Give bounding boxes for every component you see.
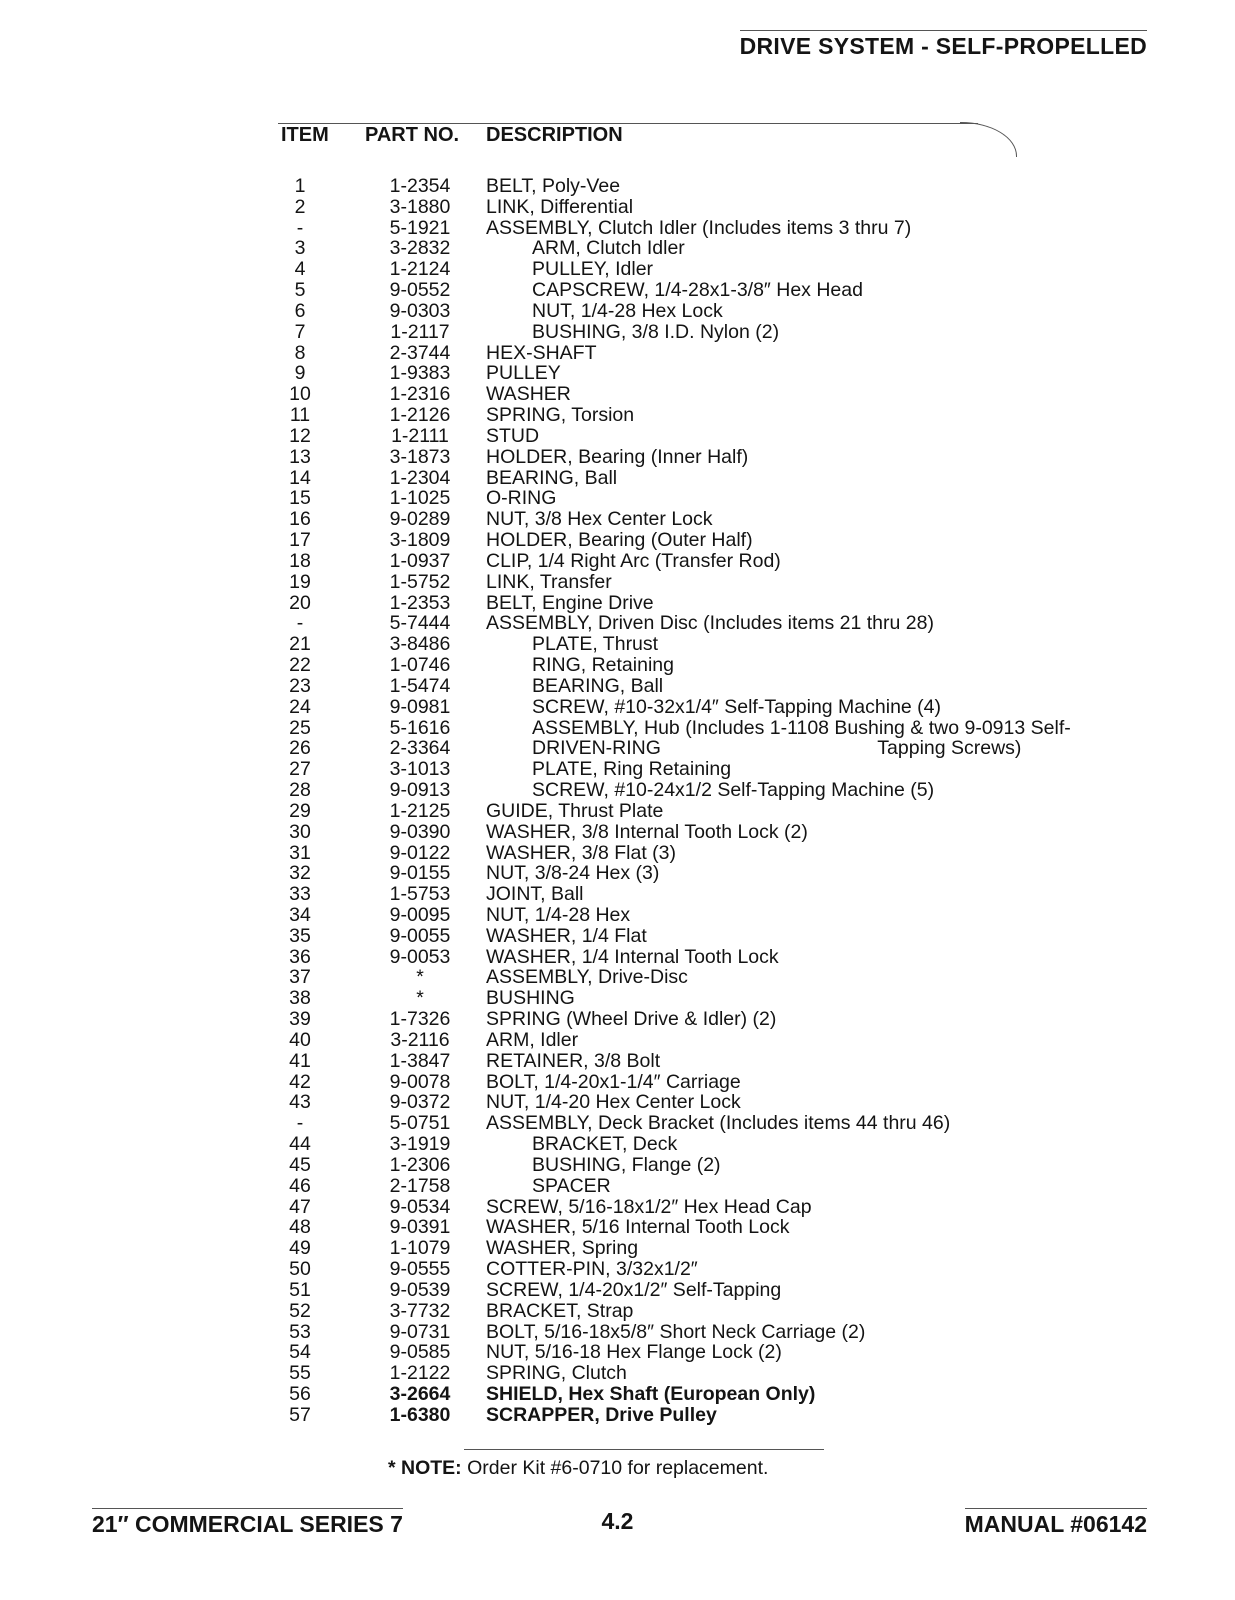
table-row bbox=[0, 1197, 1235, 1218]
row-part-number: 1-2126 bbox=[389, 404, 451, 427]
row-part-number: 3-2116 bbox=[390, 1028, 450, 1051]
row-item-number: 1 bbox=[294, 175, 306, 197]
row-part-number: 9-0053 bbox=[389, 945, 451, 968]
column-header-part-no: PART NO. bbox=[365, 124, 460, 146]
table-row bbox=[0, 634, 1235, 655]
row-description: WASHER, 3/8 Internal Tooth Lock (2) bbox=[486, 820, 808, 843]
row-description: O-RING bbox=[486, 487, 557, 510]
row-description: SCREW, #10-24x1/2 Self-Tapping Machine (5) bbox=[532, 779, 935, 802]
row-description: BEARING, Ball bbox=[532, 674, 664, 697]
row-part-number: 1-5752 bbox=[389, 570, 451, 593]
table-row bbox=[0, 259, 1235, 280]
row-part-number: 3-1809 bbox=[389, 529, 451, 552]
table-row bbox=[0, 447, 1235, 468]
row-item-number: 6 bbox=[294, 299, 306, 322]
row-description: BUSHING, Flange (2) bbox=[532, 1153, 721, 1176]
row-part-number: 9-0078 bbox=[389, 1070, 451, 1093]
row-item-number: 3 bbox=[294, 237, 306, 260]
table-row bbox=[0, 988, 1235, 1009]
row-part-number: * bbox=[416, 966, 424, 989]
row-item-number: 22 bbox=[289, 654, 311, 677]
row-item-number: 17 bbox=[289, 529, 311, 552]
table-row bbox=[0, 1259, 1235, 1280]
row-description: BUSHING bbox=[486, 987, 575, 1010]
row-description: RETAINER, 3/8 Bolt bbox=[486, 1049, 661, 1072]
row-part-number: 5-7444 bbox=[389, 612, 451, 635]
row-description: BRACKET, Deck bbox=[532, 1133, 678, 1156]
table-row bbox=[0, 1092, 1235, 1113]
row-item-number: 14 bbox=[289, 466, 311, 489]
table-row bbox=[0, 384, 1235, 405]
row-item-number: 16 bbox=[289, 508, 311, 531]
row-part-number: 1-6380 bbox=[389, 1403, 451, 1426]
row-item-number: 35 bbox=[289, 924, 311, 947]
table-row bbox=[0, 1384, 1235, 1405]
table-row bbox=[0, 1342, 1235, 1363]
row-item-number: 15 bbox=[289, 487, 311, 510]
row-description: HEX-SHAFT bbox=[486, 341, 597, 364]
row-description: ARM, Clutch Idler bbox=[532, 237, 685, 260]
row-description: CAPSCREW, 1/4-28x1-3/8″ Hex Head bbox=[532, 279, 863, 302]
table-row bbox=[0, 343, 1235, 364]
row-description: BELT, Poly-Vee bbox=[486, 175, 621, 197]
table-row bbox=[0, 238, 1235, 259]
row-item-number: 9 bbox=[294, 362, 306, 385]
row-description: BUSHING, 3/8 I.D. Nylon (2) bbox=[532, 320, 780, 343]
row-item-number: 27 bbox=[289, 758, 311, 781]
column-header-description: DESCRIPTION bbox=[486, 124, 623, 146]
table-row bbox=[0, 1217, 1235, 1238]
row-item-number: 28 bbox=[289, 779, 311, 802]
table-row bbox=[0, 1405, 1235, 1426]
table-row bbox=[0, 1051, 1235, 1072]
row-part-number: 9-0372 bbox=[389, 1091, 451, 1114]
table-row bbox=[0, 593, 1235, 614]
table-row bbox=[0, 176, 1235, 197]
row-part-number: 1-2111 bbox=[391, 424, 449, 447]
row-item-number: 5 bbox=[294, 279, 306, 302]
row-part-number: 1-2117 bbox=[390, 320, 450, 343]
row-part-number: 9-0122 bbox=[389, 841, 451, 864]
row-item-number: 24 bbox=[289, 695, 311, 718]
table-row bbox=[0, 759, 1235, 780]
table-row bbox=[0, 468, 1235, 489]
row-part-number: 1-7326 bbox=[389, 1008, 451, 1031]
note-rule bbox=[464, 1449, 824, 1450]
row-part-number: 1-3847 bbox=[389, 1049, 451, 1072]
row-part-number: 9-0390 bbox=[389, 820, 451, 843]
footnote-asterisk: * bbox=[388, 1457, 396, 1479]
footer-series: 21″ COMMERCIAL SERIES 7 bbox=[92, 1508, 403, 1538]
row-description: LINK, Differential bbox=[486, 195, 634, 218]
table-row bbox=[0, 967, 1235, 988]
table-row bbox=[0, 676, 1235, 697]
row-part-number: 1-5474 bbox=[389, 674, 451, 697]
row-item-number: 41 bbox=[289, 1049, 311, 1072]
row-part-number: 3-2664 bbox=[389, 1383, 451, 1406]
row-description: ASSEMBLY, Driven Disc (Includes items 21 thru 28) bbox=[486, 612, 934, 635]
table-row bbox=[0, 301, 1235, 322]
row-part-number: 9-0913 bbox=[389, 779, 451, 802]
row-item-number: 44 bbox=[289, 1133, 311, 1156]
row-item-number: 13 bbox=[289, 445, 311, 468]
table-row bbox=[0, 509, 1235, 530]
table-row bbox=[0, 572, 1235, 593]
row-item-number: 45 bbox=[289, 1153, 311, 1176]
row-description: RING, Retaining bbox=[532, 654, 674, 677]
row-description: SPACER bbox=[532, 1174, 611, 1197]
table-row bbox=[0, 1301, 1235, 1322]
row-description: PLATE, Ring Retaining bbox=[532, 758, 732, 781]
row-item-number: 8 bbox=[294, 341, 306, 364]
table-row bbox=[0, 863, 1235, 884]
row-description: WASHER, 5/16 Internal Tooth Lock bbox=[486, 1216, 790, 1239]
row-description: LINK, Transfer bbox=[486, 570, 612, 593]
row-part-number: 1-2304 bbox=[389, 466, 451, 489]
row-part-number: 1-2125 bbox=[389, 799, 451, 822]
row-part-number: 9-0534 bbox=[389, 1195, 451, 1218]
row-item-number: 21 bbox=[289, 633, 311, 656]
table-row bbox=[0, 822, 1235, 843]
row-part-number: 1-2316 bbox=[389, 383, 451, 406]
row-part-number: * bbox=[416, 987, 424, 1010]
table-header bbox=[0, 124, 1235, 152]
page-title: DRIVE SYSTEM - SELF-PROPELLED bbox=[740, 30, 1147, 60]
row-description: SPRING (Wheel Drive & Idler) (2) bbox=[486, 1008, 777, 1031]
row-part-number: 1-2124 bbox=[389, 258, 451, 281]
row-description: BOLT, 1/4-20x1-1/4″ Carriage bbox=[486, 1070, 741, 1093]
table-row bbox=[0, 738, 1235, 759]
table-row bbox=[0, 1113, 1235, 1134]
row-part-number: 1-2353 bbox=[389, 591, 451, 614]
row-item-number: 18 bbox=[289, 549, 311, 572]
row-item-number: 29 bbox=[289, 799, 311, 822]
table-row bbox=[0, 780, 1235, 801]
row-item-number: 52 bbox=[289, 1299, 311, 1322]
row-item-number: - bbox=[296, 1112, 304, 1135]
row-part-number: 9-0585 bbox=[389, 1341, 451, 1364]
row-description: SHIELD, Hex Shaft (European Only) bbox=[486, 1383, 816, 1406]
table-row bbox=[0, 1363, 1235, 1384]
row-item-number: 12 bbox=[289, 424, 311, 447]
row-item-number: 19 bbox=[289, 570, 311, 593]
row-part-number: 3-1873 bbox=[389, 445, 451, 468]
table-row bbox=[0, 363, 1235, 384]
row-part-number: 9-0289 bbox=[389, 508, 451, 531]
footnote-label: NOTE: bbox=[401, 1457, 462, 1479]
row-item-number: 49 bbox=[289, 1237, 311, 1260]
row-part-number: 1-0746 bbox=[389, 654, 451, 677]
row-part-number: 1-0937 bbox=[389, 549, 451, 572]
row-item-number: 46 bbox=[289, 1174, 311, 1197]
table-row bbox=[0, 1030, 1235, 1051]
row-item-number: 43 bbox=[289, 1091, 311, 1114]
row-item-number: 55 bbox=[289, 1362, 311, 1385]
row-description: NUT, 3/8 Hex Center Lock bbox=[486, 508, 713, 531]
row-item-number: 10 bbox=[289, 383, 311, 406]
row-item-number: 11 bbox=[289, 404, 311, 427]
row-description: DRIVEN-RING Tapping Screws) bbox=[532, 737, 1022, 760]
row-part-number: 3-2832 bbox=[389, 237, 451, 260]
row-item-number: 50 bbox=[289, 1258, 311, 1281]
row-item-number: 36 bbox=[289, 945, 311, 968]
row-item-number: 7 bbox=[294, 320, 306, 343]
table-row bbox=[0, 197, 1235, 218]
table-row bbox=[0, 280, 1235, 301]
parts-table bbox=[0, 176, 1235, 1426]
row-description: CLIP, 1/4 Right Arc (Transfer Rod) bbox=[486, 549, 781, 572]
row-item-number: 2 bbox=[294, 195, 306, 218]
row-part-number: 1-9383 bbox=[389, 362, 451, 385]
table-row bbox=[0, 488, 1235, 509]
row-item-number: 23 bbox=[289, 674, 311, 697]
row-item-number: 33 bbox=[289, 883, 311, 906]
row-part-number: 3-8486 bbox=[389, 633, 451, 656]
row-item-number: - bbox=[296, 612, 304, 635]
row-part-number: 3-7732 bbox=[389, 1299, 451, 1322]
row-item-number: 32 bbox=[289, 862, 311, 885]
table-row bbox=[0, 905, 1235, 926]
row-part-number: 5-1921 bbox=[389, 216, 451, 239]
row-description: ARM, Idler bbox=[486, 1028, 579, 1051]
row-description: BOLT, 5/16-18x5/8″ Short Neck Carriage (2) bbox=[486, 1320, 866, 1343]
table-row bbox=[0, 1134, 1235, 1155]
row-item-number: 40 bbox=[289, 1028, 311, 1051]
row-item-number: 47 bbox=[289, 1195, 311, 1218]
row-description: SPRING, Torsion bbox=[486, 404, 635, 427]
row-description: WASHER bbox=[486, 383, 571, 406]
table-row bbox=[0, 1280, 1235, 1301]
table-row bbox=[0, 801, 1235, 822]
row-description: NUT, 1/4-20 Hex Center Lock bbox=[486, 1091, 741, 1114]
row-description: WASHER, 1/4 Flat bbox=[486, 924, 647, 947]
table-row bbox=[0, 1238, 1235, 1259]
row-description: ASSEMBLY, Clutch Idler (Includes items 3 thru 7) bbox=[486, 216, 912, 239]
row-item-number: 4 bbox=[294, 258, 306, 281]
row-item-number: 30 bbox=[289, 820, 311, 843]
row-description: ASSEMBLY, Hub (Includes 1-1108 Bushing & two 9-0913 Self- bbox=[532, 716, 1071, 739]
row-description: BRACKET, Strap bbox=[486, 1299, 634, 1322]
row-part-number: 9-0095 bbox=[389, 903, 451, 926]
row-part-number: 9-0981 bbox=[389, 695, 451, 718]
row-description: SCREW, 5/16-18x1/2″ Hex Head Cap bbox=[486, 1195, 812, 1218]
row-part-number: 9-0155 bbox=[389, 862, 451, 885]
table-row bbox=[0, 697, 1235, 718]
row-item-number: 31 bbox=[289, 841, 311, 864]
row-description: HOLDER, Bearing (Outer Half) bbox=[486, 529, 753, 552]
footnote-text: Order Kit #6-0710 for replacement. bbox=[467, 1457, 769, 1479]
table-row bbox=[0, 1322, 1235, 1343]
row-description: JOINT, Ball bbox=[486, 883, 584, 906]
row-description: SCREW, #10-32x1/4″ Self-Tapping Machine (4) bbox=[532, 695, 942, 718]
row-item-number: 53 bbox=[289, 1320, 311, 1343]
footnote bbox=[388, 1457, 768, 1480]
table-row bbox=[0, 843, 1235, 864]
row-part-number: 2-1758 bbox=[389, 1174, 451, 1197]
row-part-number: 9-0303 bbox=[389, 299, 451, 322]
row-part-number: 1-1025 bbox=[389, 487, 451, 510]
row-description: SCREW, 1/4-20x1/2″ Self-Tapping bbox=[486, 1278, 782, 1301]
row-part-number: 3-1880 bbox=[389, 195, 451, 218]
table-row bbox=[0, 947, 1235, 968]
row-item-number: 39 bbox=[289, 1008, 311, 1031]
row-item-number: 34 bbox=[289, 903, 311, 926]
row-item-number: 20 bbox=[289, 591, 311, 614]
footer-page-number: 4.2 bbox=[601, 1508, 634, 1534]
table-row bbox=[0, 551, 1235, 572]
row-part-number: 3-1013 bbox=[389, 758, 451, 781]
row-part-number: 2-3364 bbox=[389, 737, 451, 760]
row-description: SCRAPPER, Drive Pulley bbox=[486, 1403, 717, 1426]
table-row bbox=[0, 718, 1235, 739]
row-part-number: 3-1919 bbox=[389, 1133, 451, 1156]
row-description: GUIDE, Thrust Plate bbox=[486, 799, 664, 822]
table-row bbox=[0, 655, 1235, 676]
row-part-number: 1-2306 bbox=[389, 1153, 451, 1176]
row-part-number: 9-0731 bbox=[389, 1320, 451, 1343]
row-description: BELT, Engine Drive bbox=[486, 591, 654, 614]
table-row bbox=[0, 926, 1235, 947]
table-row bbox=[0, 1072, 1235, 1093]
table-row bbox=[0, 218, 1235, 239]
row-part-number: 1-1079 bbox=[389, 1237, 451, 1260]
row-item-number: 57 bbox=[289, 1403, 311, 1426]
table-row bbox=[0, 322, 1235, 343]
column-header-item: ITEM bbox=[281, 124, 329, 146]
row-item-number: 42 bbox=[289, 1070, 311, 1093]
table-row bbox=[0, 613, 1235, 634]
row-description: BEARING, Ball bbox=[486, 466, 618, 489]
table-row bbox=[0, 1176, 1235, 1197]
row-description: ASSEMBLY, Deck Bracket (Includes items 44 thru 46) bbox=[486, 1112, 951, 1135]
row-part-number: 1-2354 bbox=[389, 175, 451, 197]
row-part-number: 9-0552 bbox=[389, 279, 451, 302]
row-description: COTTER-PIN, 3/32x1/2″ bbox=[486, 1258, 698, 1281]
row-description: WASHER, Spring bbox=[486, 1237, 639, 1260]
row-item-number: 51 bbox=[289, 1278, 311, 1301]
table-row bbox=[0, 1009, 1235, 1030]
row-item-number: 48 bbox=[289, 1216, 311, 1239]
row-item-number: 56 bbox=[289, 1383, 311, 1406]
row-item-number: - bbox=[296, 216, 304, 239]
row-description: PULLEY bbox=[486, 362, 561, 385]
table-row bbox=[0, 405, 1235, 426]
table-row bbox=[0, 884, 1235, 905]
row-description: PLATE, Thrust bbox=[532, 633, 659, 656]
row-part-number: 9-0555 bbox=[389, 1258, 451, 1281]
row-item-number: 54 bbox=[289, 1341, 311, 1364]
row-description: WASHER, 3/8 Flat (3) bbox=[486, 841, 676, 864]
row-item-number: 38 bbox=[289, 987, 311, 1010]
row-part-number: 1-5753 bbox=[389, 883, 451, 906]
row-part-number: 9-0055 bbox=[389, 924, 451, 947]
row-part-number: 5-1616 bbox=[389, 716, 451, 739]
row-description: SPRING, Clutch bbox=[486, 1362, 627, 1385]
row-description: NUT, 1/4-28 Hex bbox=[486, 903, 631, 926]
row-item-number: 25 bbox=[289, 716, 311, 739]
table-row bbox=[0, 426, 1235, 447]
row-description: HOLDER, Bearing (Inner Half) bbox=[486, 445, 749, 468]
row-description: WASHER, 1/4 Internal Tooth Lock bbox=[486, 945, 779, 968]
row-part-number: 5-0751 bbox=[389, 1112, 451, 1135]
footer-manual-number: MANUAL #06142 bbox=[965, 1508, 1147, 1538]
table-row bbox=[0, 1155, 1235, 1176]
row-description: STUD bbox=[486, 424, 540, 447]
row-description: NUT, 5/16-18 Hex Flange Lock (2) bbox=[486, 1341, 782, 1364]
row-part-number: 9-0391 bbox=[389, 1216, 451, 1239]
row-item-number: 26 bbox=[289, 737, 311, 760]
row-description: ASSEMBLY, Drive-Disc bbox=[486, 966, 688, 989]
row-part-number: 9-0539 bbox=[389, 1278, 451, 1301]
row-item-number: 37 bbox=[289, 966, 311, 989]
row-part-number: 2-3744 bbox=[389, 341, 451, 364]
row-description: PULLEY, Idler bbox=[532, 258, 654, 281]
row-description: NUT, 3/8-24 Hex (3) bbox=[486, 862, 660, 885]
row-description: NUT, 1/4-28 Hex Lock bbox=[532, 299, 723, 322]
row-part-number: 1-2122 bbox=[389, 1362, 451, 1385]
table-row bbox=[0, 530, 1235, 551]
